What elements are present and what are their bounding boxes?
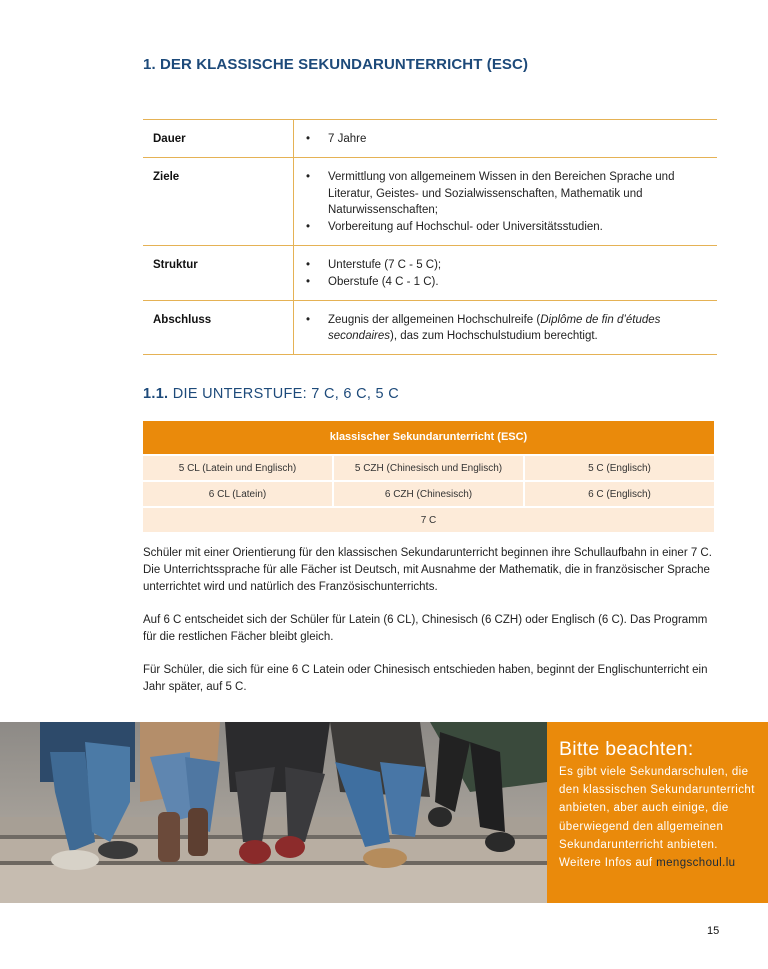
- grid-row: [143, 482, 714, 506]
- list-item: • Oberstufe (4 C - 1 C).: [306, 274, 707, 291]
- grid-cell: 5 C (Englisch): [525, 456, 714, 480]
- list-item: • 7 Jahre: [306, 131, 707, 148]
- list-item: • Zeugnis der allgemeinen Hochschulreife (Diplôme de fin d’études secondaires), das zum Hochschulstudium berechtigt.: [306, 312, 707, 346]
- grid-header: klassischer Sekundarunterricht (ESC): [143, 421, 714, 454]
- info-table: [143, 119, 717, 355]
- paragraph: Auf 6 C entscheidet sich der Schüler für Latein (6 CL), Chinesisch (6 CZH) oder Englisch (6 C). Das Programm für die restlichen Fächer bleibt gleich.: [143, 614, 708, 643]
- grid-cell: 6 CL (Latein): [143, 482, 332, 506]
- mengschoul-link[interactable]: mengschoul.lu: [656, 857, 736, 870]
- students-on-steps-photo: [0, 722, 547, 903]
- section-title: 1. DER KLASSISCHE SEKUNDARUNTERRICHT (ESC): [143, 56, 529, 73]
- list-item: • Unterstufe (7 C - 5 C);: [306, 257, 707, 274]
- grid-cell: 6 C (Englisch): [525, 482, 714, 506]
- row-label: Ziele: [143, 157, 294, 245]
- grid-cell: 7 C: [143, 508, 714, 532]
- table-row: [143, 120, 717, 158]
- list-item: • Vorbereitung auf Hochschul- oder Universitätsstudien.: [306, 219, 707, 236]
- paragraph: Schüler mit einer Orientierung für den klassischen Sekundarunterricht beginnen ihre Schullaufbahn in einer 7 C. Die Unterrichtssprache für alle Fächer ist Deutsch, mit Ausnahme der Mathematik, die in französischer Sprache unterrichtet wird und natürlich des Französischunterrichts.: [143, 547, 712, 593]
- grid-cell: 5 CZH (Chinesisch und Englisch): [334, 456, 523, 480]
- list-item: • Vermittlung von allgemeinem Wissen in den Bereichen Sprache und Literatur, Geistes- und Sozialwissenschaften, Mathematik und Naturwissenschaften;: [306, 169, 707, 219]
- subsection-title: 1.1. DIE UNTERSTUFE: 7 C, 6 C, 5 C: [143, 386, 399, 402]
- table-row: [143, 157, 717, 245]
- row-label: Abschluss: [143, 300, 294, 355]
- grid-cell: 6 CZH (Chinesisch): [334, 482, 523, 506]
- page-number: 15: [707, 925, 720, 937]
- track-grid: [143, 421, 714, 532]
- grid-row: [143, 508, 714, 532]
- grid-row: [143, 456, 714, 480]
- callout-body: Es gibt viele Sekundarschulen, die den klassischen Sekundarunterricht anbieten, aber auch einige, die überwiegend den allgemeinen Sekundarunterricht anbieten. Weitere Infos auf mengschoul.lu: [559, 766, 755, 870]
- grid-cell: 5 CL (Latein und Englisch): [143, 456, 332, 480]
- table-row: [143, 300, 717, 355]
- table-row: [143, 245, 717, 300]
- row-label: Dauer: [143, 120, 294, 158]
- paragraph: Für Schüler, die sich für eine 6 C Latein oder Chinesisch entschieden haben, beginnt der Englischunterricht ein Jahr später, auf 5 C.: [143, 664, 708, 693]
- row-label: Struktur: [143, 245, 294, 300]
- callout-title: Bitte beachten:: [559, 738, 694, 760]
- info-callout: [547, 722, 768, 903]
